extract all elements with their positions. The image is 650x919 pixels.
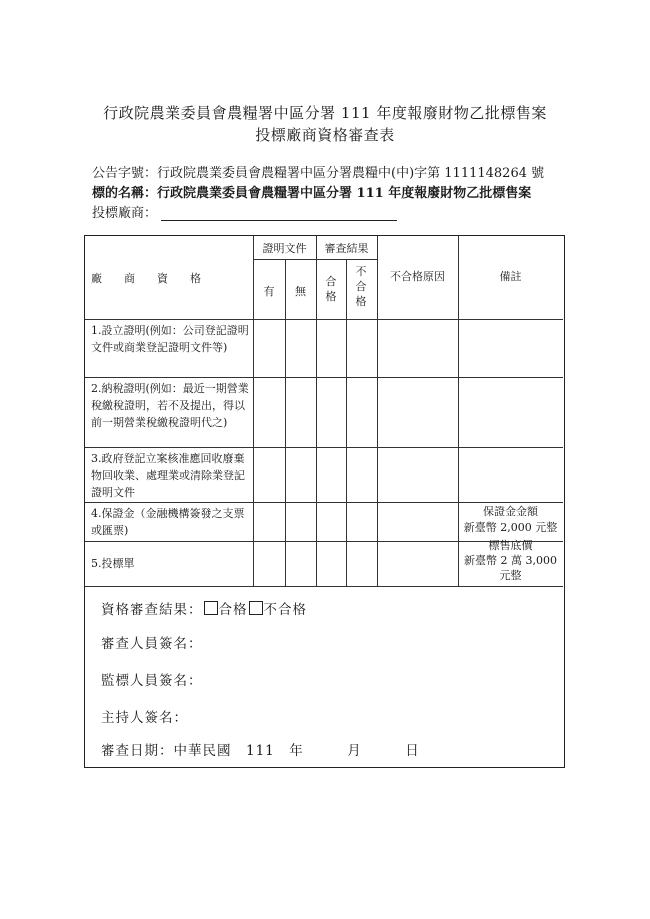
header-none: 無 <box>295 285 306 298</box>
col-divider <box>285 259 286 586</box>
tender-name: 標的名稱：行政院農業委員會農糧署中區分署 111 年度報廢財物乙批標售案 <box>92 186 532 201</box>
header-remarks: 備註 <box>499 270 522 283</box>
bidder-blank[interactable] <box>161 208 397 221</box>
row-item-2: 2.納稅證明(例如：最近一期營業稅繳稅證明，若不及提出，得以前一期營業稅繳稅證明代之) <box>91 382 249 429</box>
bidder-line <box>92 202 397 221</box>
header-qualification: 廠 商 資 格 <box>91 272 201 285</box>
supervisor-signature: 監標人員簽名： <box>101 673 203 689</box>
col-divider <box>377 236 378 586</box>
bidder-label: 投標廠商： <box>92 206 158 221</box>
row-item-1: 1.設立證明(例如：公司登記證明文件或商業登記證明文件等) <box>91 324 249 354</box>
col-divider <box>316 236 317 586</box>
row-item-4: 4.保證金（金融機構簽發之支票或匯票) <box>91 507 245 537</box>
qualification-result-line <box>101 598 307 618</box>
header-review-result: 審查結果 <box>324 242 369 255</box>
document-title-line2: 投標廠商資格審查表 <box>255 126 395 144</box>
pass-checkbox[interactable] <box>204 601 218 615</box>
header-proof-docs: 證明文件 <box>262 242 307 255</box>
document-title-line1: 行政院農業委員會農糧署中區分署 111 年度報廢財物乙批標售案 <box>103 104 547 122</box>
host-signature: 主持人簽名： <box>101 710 188 726</box>
qualification-review-table <box>84 235 565 768</box>
row-remark-4: 保證金金額 新臺幣 2,000 元整 <box>463 505 558 534</box>
header-subdivider <box>253 259 377 260</box>
review-date: 審查日期：中華民國 111 年 月 日 <box>101 743 420 759</box>
fail-option-label: 不合格 <box>263 602 307 618</box>
announcement-number: 公告字號：行政院農業委員會農糧署中區分署農糧中(中)字第 1111148264 號 <box>92 166 545 181</box>
col-divider <box>346 259 347 586</box>
row-item-5: 5.投標單 <box>91 557 135 570</box>
row-divider <box>85 377 563 378</box>
pass-option-label: 合格 <box>218 602 248 618</box>
row-divider <box>85 319 563 320</box>
row-remark-5: 標售底價 新臺幣 2 萬 3,000 元整 <box>464 539 557 582</box>
row-divider <box>85 586 563 587</box>
header-have: 有 <box>263 285 275 298</box>
row-divider <box>85 502 563 503</box>
header-fail: 不合格 <box>355 265 367 308</box>
header-fail-reason: 不合格原因 <box>390 270 445 283</box>
reviewer-signature: 審查人員簽名： <box>101 636 203 652</box>
row-divider <box>85 447 563 448</box>
row-item-3: 3.政府登記立案核准應回收廢棄物回收業、處理業或清除業登記證明文件 <box>91 452 245 499</box>
header-pass: 合格 <box>325 275 337 303</box>
result-label: 資格審查結果： <box>101 602 203 618</box>
fail-checkbox[interactable] <box>249 601 263 615</box>
